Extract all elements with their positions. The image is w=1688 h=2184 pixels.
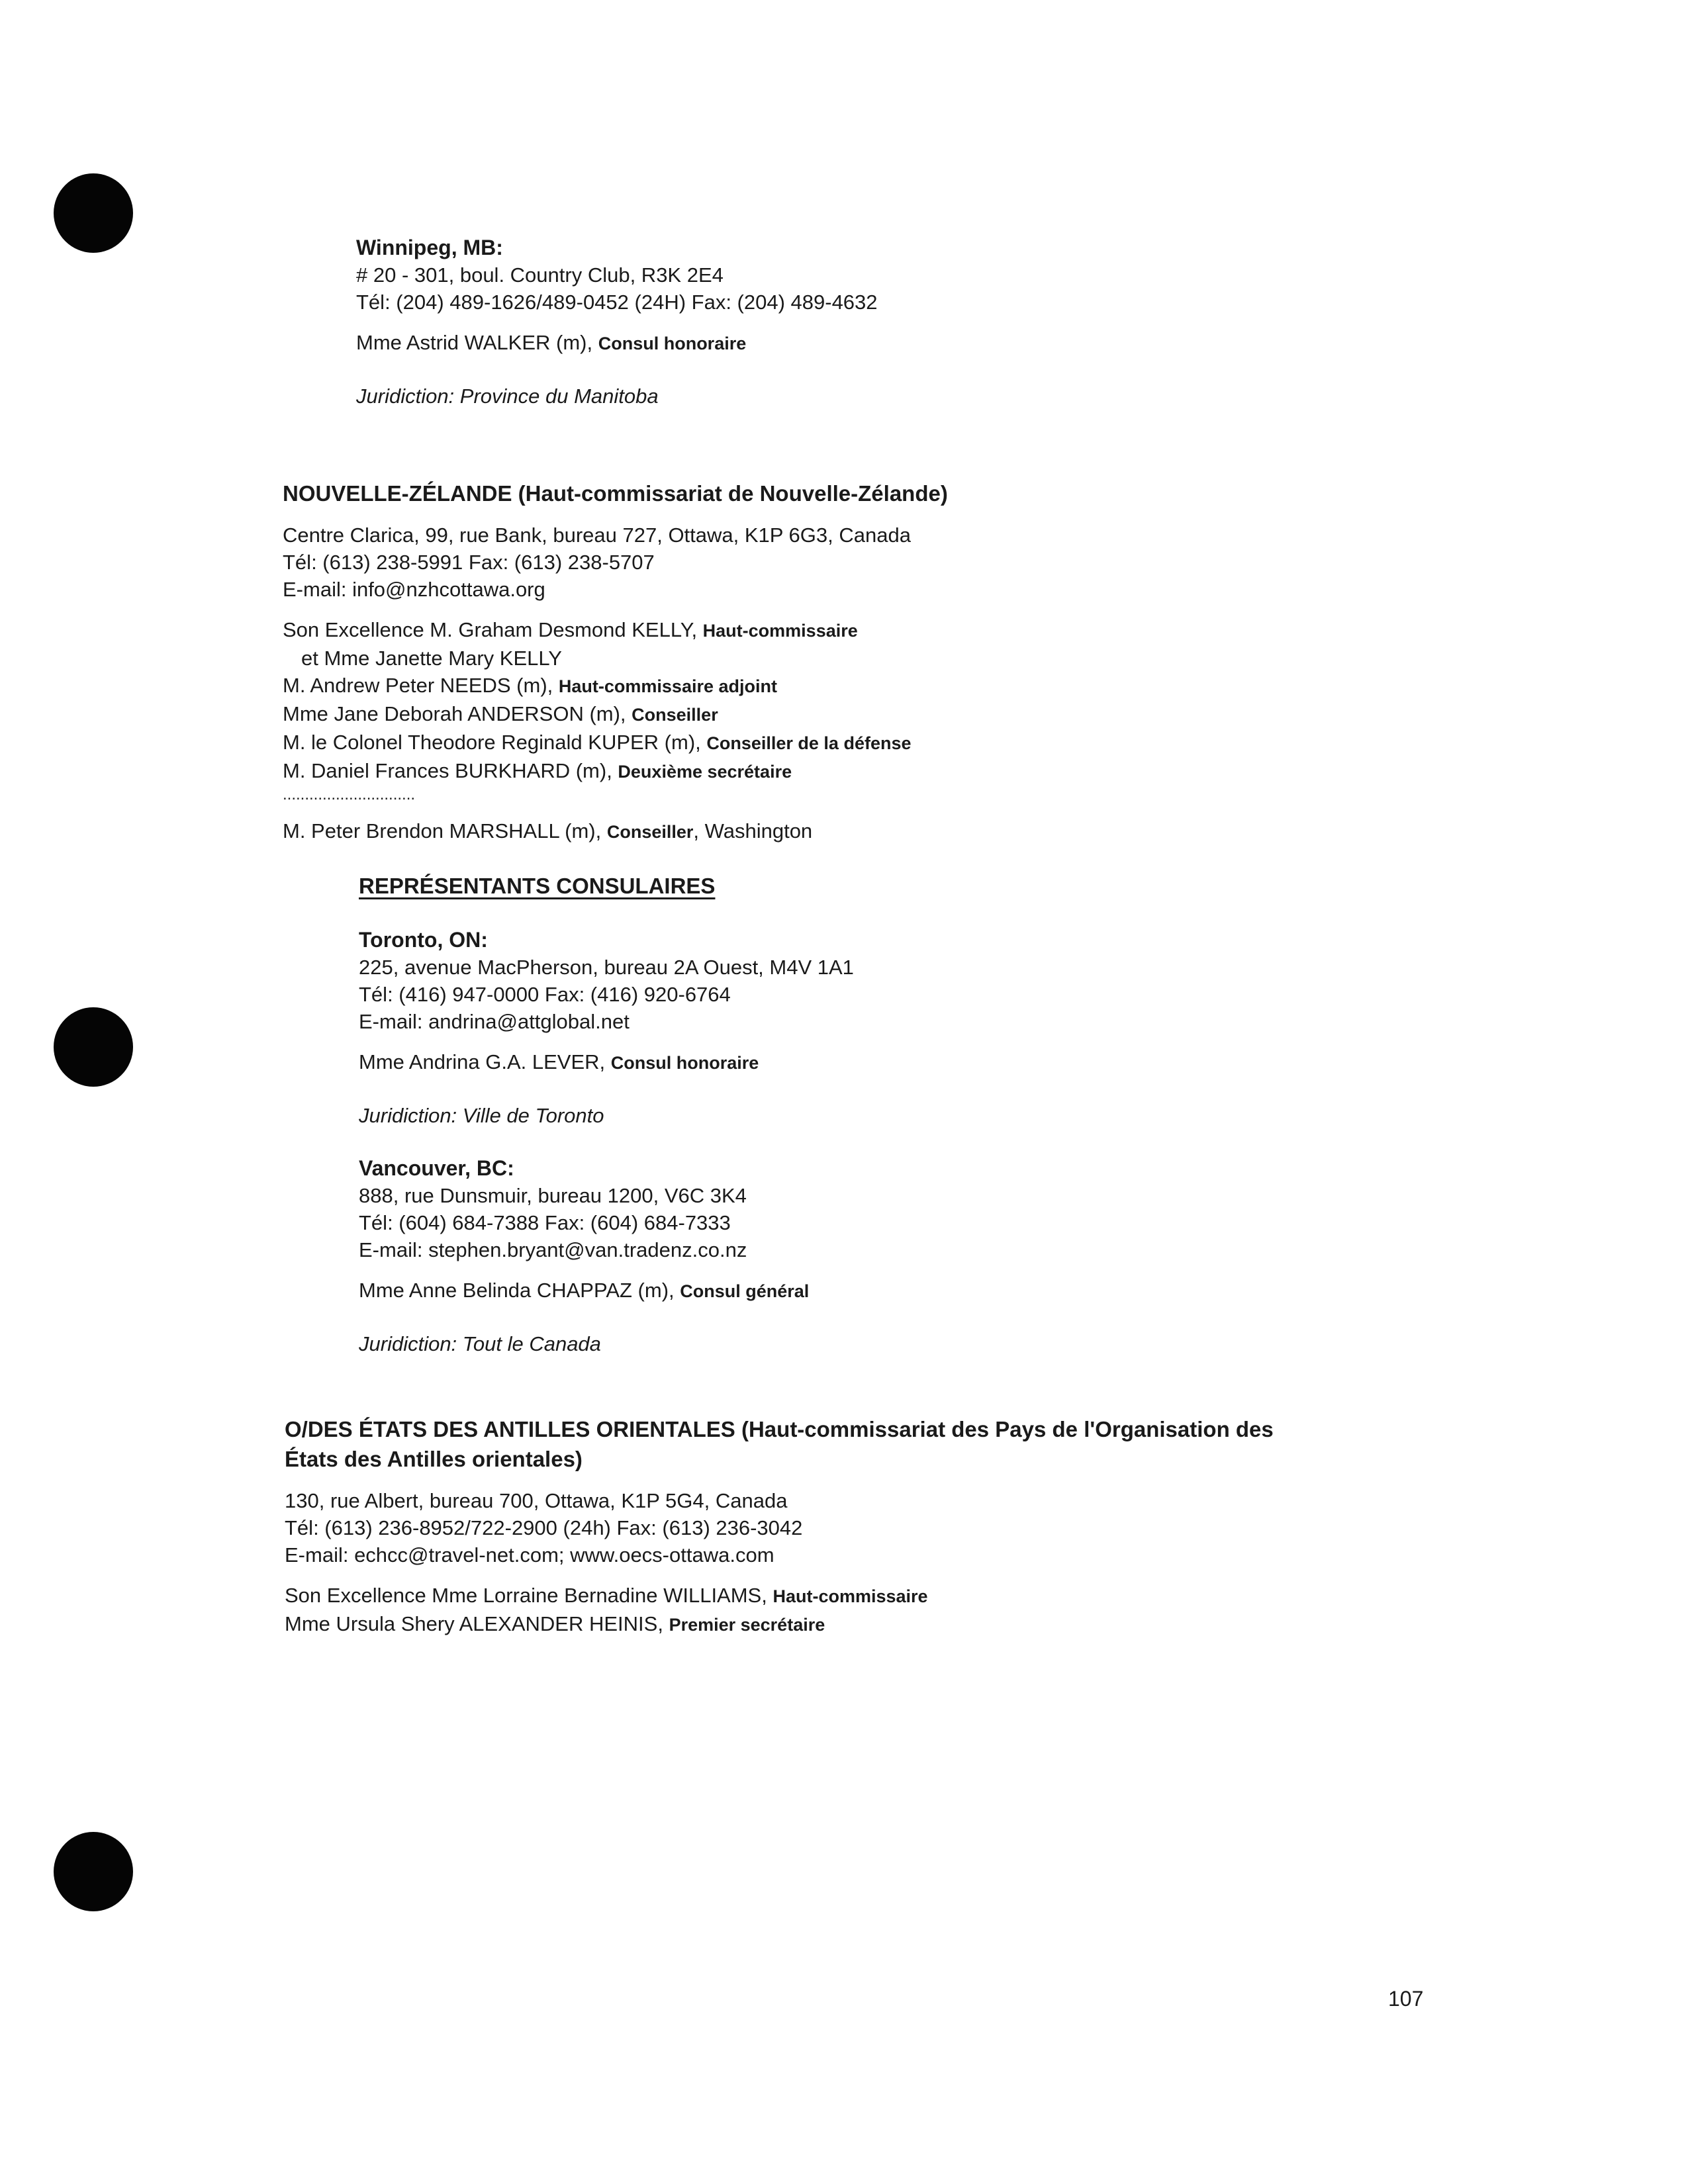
oecs-section <box>285 1414 1274 1639</box>
person-role: Consul honoraire <box>598 334 747 353</box>
consular-heading: REPRÉSENTANTS CONSULAIRES <box>359 874 716 898</box>
staff-entry: Son Excellence M. Graham Desmond KELLY, Haut-commissaire <box>283 618 858 641</box>
section-heading-line-2: États des Antilles orientales) <box>285 1447 583 1471</box>
jurisdiction: Juridiction: Province du Manitoba <box>356 385 659 408</box>
consul-entry: Mme Anne Belinda CHAPPAZ (m), Consul général <box>359 1279 810 1302</box>
section-heading: NOUVELLE-ZÉLANDE (Haut-commissariat de Nouvelle-Zélande) <box>283 481 948 506</box>
staff-entry: Mme Ursula Shery ALEXANDER HEINIS, Premier secrétaire <box>285 1612 825 1635</box>
staff-entry: Son Excellence Mme Lorraine Bernadine WILLIAMS, Haut-commissaire <box>285 1584 928 1607</box>
phone-fax: Tél: (613) 236-8952/722-2900 (24h) Fax: (613) 236-3042 <box>285 1516 803 1539</box>
address: 888, rue Dunsmuir, bureau 1200, V6C 3K4 <box>359 1184 747 1207</box>
staff-entry: Mme Jane Deborah ANDERSON (m), Conseiller <box>283 702 718 725</box>
consul-entry: Mme Andrina G.A. LEVER, Consul honoraire <box>359 1050 759 1073</box>
address: 225, avenue MacPherson, bureau 2A Ouest, M4V 1A1 <box>359 956 854 979</box>
jurisdiction: Juridiction: Ville de Toronto <box>359 1104 604 1127</box>
email: E-mail: echcc@travel-net.com; www.oecs-ottawa.com <box>285 1543 774 1567</box>
binder-hole-top <box>54 173 133 253</box>
city-heading: Winnipeg, MB: <box>356 236 503 259</box>
staff-entry: M. Daniel Frances BURKHARD (m), Deuxième secrétaire <box>283 759 792 782</box>
phone-fax: Tél: (613) 238-5991 Fax: (613) 238-5707 <box>283 551 655 574</box>
vancouver-consulate <box>359 1154 854 1357</box>
dotted-separator: .............................. <box>283 786 416 803</box>
toronto-consulate <box>359 926 854 1129</box>
city-heading: Toronto, ON: <box>359 928 488 952</box>
consular-section <box>359 871 854 1357</box>
person-name: Mme Astrid WALKER (m), <box>356 331 598 354</box>
email: E-mail: stephen.bryant@van.tradenz.co.nz <box>359 1238 747 1261</box>
address: # 20 - 301, boul. Country Club, R3K 2E4 <box>356 263 724 287</box>
page-number: 107 <box>1388 1987 1424 2011</box>
address: 130, rue Albert, bureau 700, Ottawa, K1P 5G4, Canada <box>285 1489 788 1512</box>
staff-entry: M. Andrew Peter NEEDS (m), Haut-commissaire adjoint <box>283 674 777 697</box>
address: Centre Clarica, 99, rue Bank, bureau 727, Ottawa, K1P 6G3, Canada <box>283 523 911 547</box>
phone-fax: Tél: (204) 489-1626/489-0452 (24H) Fax: (204) 489-4632 <box>356 291 878 314</box>
winnipeg-section <box>356 234 878 410</box>
jurisdiction: Juridiction: Tout le Canada <box>359 1332 601 1355</box>
staff-entry: et Mme Janette Mary KELLY <box>301 647 562 670</box>
binder-hole-bottom <box>54 1832 133 1911</box>
nz-section <box>283 478 948 846</box>
email: E-mail: info@nzhcottawa.org <box>283 578 545 601</box>
consul-entry <box>356 329 878 357</box>
phone-fax: Tél: (604) 684-7388 Fax: (604) 684-7333 <box>359 1211 731 1234</box>
staff-entry-washington: M. Peter Brendon MARSHALL (m), Conseiller, Washington <box>283 819 813 842</box>
staff-entry: M. le Colonel Theodore Reginald KUPER (m), Conseiller de la défense <box>283 731 912 754</box>
section-heading-line-1: O/DES ÉTATS DES ANTILLES ORIENTALES (Haut-commissariat des Pays de l'Organisation des <box>285 1417 1274 1441</box>
binder-hole-middle <box>54 1007 133 1087</box>
email: E-mail: andrina@attglobal.net <box>359 1010 630 1033</box>
city-heading: Vancouver, BC: <box>359 1156 514 1180</box>
phone-fax: Tél: (416) 947-0000 Fax: (416) 920-6764 <box>359 983 731 1006</box>
